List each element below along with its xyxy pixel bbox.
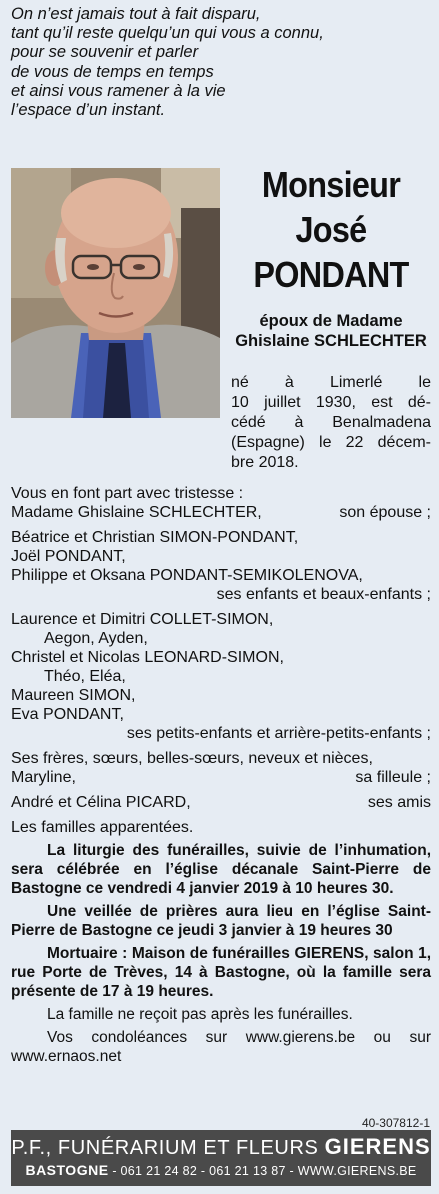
mortuary-text: Mortuaire : Maison de funérailles GIERENS, salon 1, rue Porte de Trèves, 14 à Bastogne, où la famille sera présente de 17 à 19 heures. [11, 945, 431, 1000]
funeral-home-banner [11, 1130, 431, 1186]
birth-death-info [231, 373, 431, 473]
grandchild-name: Christel et Nicolas LEONARD-SIMON, [11, 649, 284, 666]
vigil-paragraph [11, 902, 431, 940]
friends-name: André et Célina PICARD, [11, 794, 191, 811]
banner-brand: GIERENS [324, 1134, 431, 1159]
poem-line: l’espace d’un instant. [11, 101, 166, 120]
poem-line: tant qu’il reste quelqu’un qui vous a connu, [11, 24, 324, 43]
wife-role: son épouse ; [339, 504, 431, 521]
birth-line: cédé à Benalmadena [231, 414, 431, 431]
wife-name: Madame Ghislaine SCHLECHTER, [11, 504, 262, 521]
goddaughter-name: Maryline, [11, 769, 76, 786]
family-intro: Vous en font part avec tristesse : [11, 485, 244, 502]
great-grandchild-names: Théo, Eléa, [44, 668, 126, 685]
child-name: Joël PONDANT, [11, 548, 126, 565]
birth-line: 10 juillet 1930, est dé- [231, 394, 431, 411]
friends-role: ses amis [367, 794, 431, 811]
deceased-name [228, 162, 434, 297]
poem-line: et ainsi vous ramener à la vie [11, 81, 226, 100]
banner-contact: - 061 21 24 82 - 061 21 13 87 - WWW.GIERENS.BE [108, 1164, 417, 1178]
family-row [11, 768, 431, 787]
banner-city: BASTOGNE [25, 1162, 109, 1178]
spouse-line [228, 311, 434, 351]
condolences-text: Vos condoléances sur www.gierens.be ou sur www.ernaos.net [11, 1029, 431, 1065]
mortuary-paragraph [11, 944, 431, 1001]
children-role: ses enfants et beaux-enfants ; [216, 586, 431, 603]
liturgy-text: La liturgie des funérailles, suivie de l’inhumation, sera célébrée en l’église décanale Saint-Pierre de Bastogne ce vendredi 4 janvier 2019 à 10 heures 30. [11, 842, 431, 897]
poem-line: de vous de temps en temps [11, 62, 214, 81]
banner-prefix: P.F., FUNÉRARIUM ET FLEURS [11, 1137, 319, 1159]
poem [11, 5, 431, 120]
grandchild-name: Laurence et Dimitri COLLET-SIMON, [11, 611, 274, 628]
goddaughter-role: sa filleule ; [355, 769, 431, 786]
child-name: Philippe et Oksana PONDANT-SEMIKOLENOVA, [11, 567, 363, 584]
vigil-text: Une veillée de prières aura lieu en l’église Saint-Pierre de Bastogne ce jeudi 3 janvier à 19 heures 30 [11, 903, 431, 939]
title-last-name: PONDANT [253, 254, 409, 295]
reference-number: 40-307812-1 [361, 1116, 430, 1130]
deceased-photo [11, 168, 220, 418]
grandchild-name: Maureen SIMON, [11, 687, 136, 704]
birth-line: bre 2018. [231, 454, 299, 471]
title-honorific: Monsieur [261, 164, 401, 205]
title-first-name: José [295, 209, 367, 250]
no-receive-paragraph [11, 1005, 431, 1024]
family-row [11, 503, 431, 522]
poem-line: On n’est jamais tout à fait disparu, [11, 5, 261, 23]
liturgy-paragraph [11, 841, 431, 898]
announcement-body [11, 484, 431, 1066]
spouse-line-1: époux de Madame [259, 312, 403, 330]
birth-line: (Espagne) le 22 décem- [231, 434, 431, 451]
related-families: Les familles apparentées. [11, 819, 194, 836]
birth-line: né à Limerlé le [231, 374, 431, 391]
no-receive-text: La famille ne reçoit pas après les funérailles. [47, 1006, 353, 1023]
grandchildren-role: ses petits-enfants et arrière-petits-enfants ; [126, 725, 431, 742]
condolences-paragraph [11, 1028, 431, 1066]
banner-line-2 [11, 1161, 431, 1180]
family-row [11, 793, 431, 812]
siblings: Ses frères, sœurs, belles-sœurs, neveux et nièces, [11, 750, 373, 767]
banner-line-1 [11, 1134, 431, 1161]
grandchild-name: Eva PONDANT, [11, 706, 124, 723]
child-name: Béatrice et Christian SIMON-PONDANT, [11, 529, 299, 546]
great-grandchild-names: Aegon, Ayden, [44, 630, 148, 647]
poem-line: pour se souvenir et parler [11, 43, 199, 62]
spouse-line-2: Ghislaine SCHLECHTER [235, 332, 427, 350]
